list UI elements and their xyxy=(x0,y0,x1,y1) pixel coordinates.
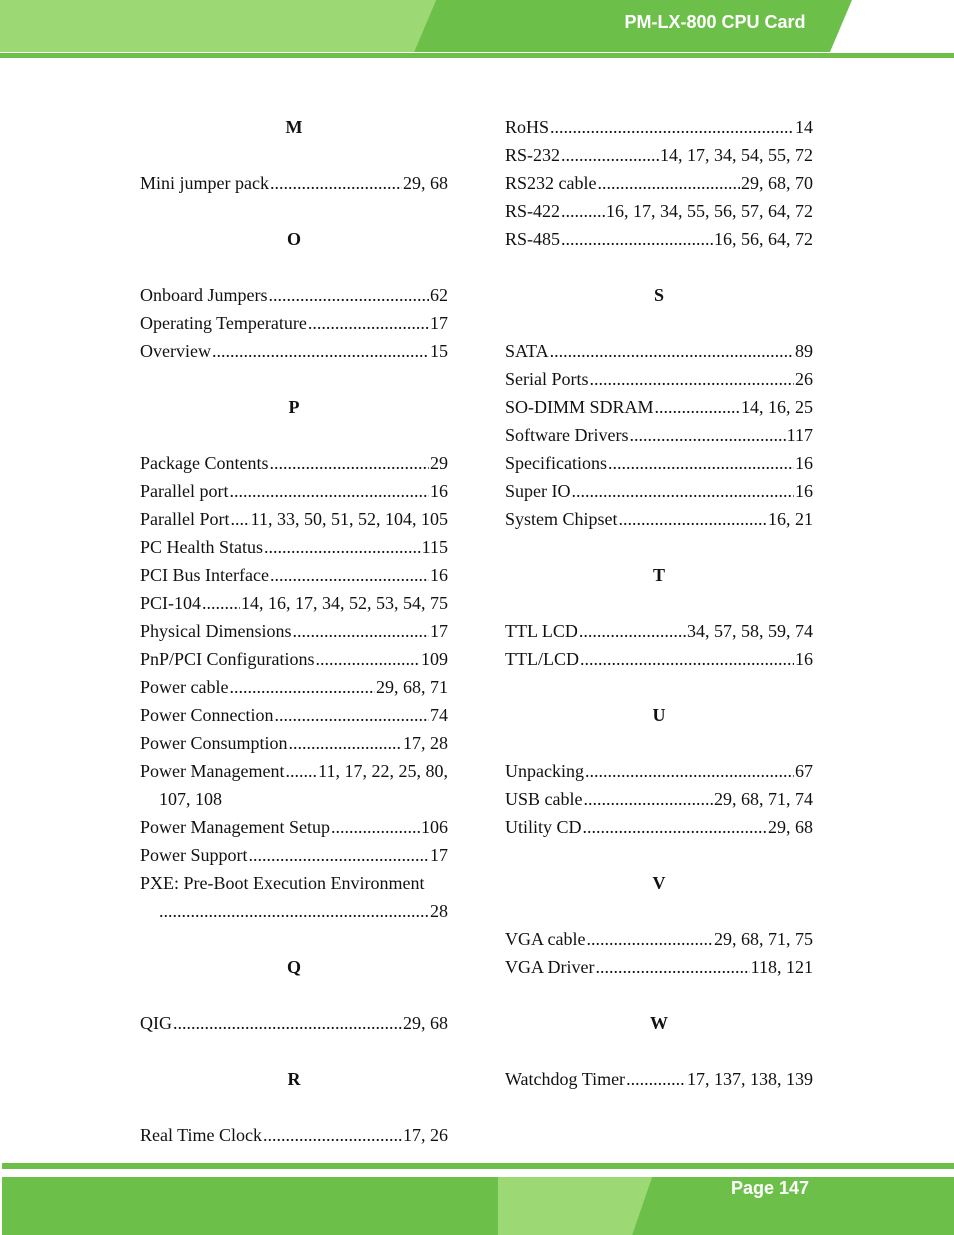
index-term: SATA xyxy=(505,341,549,361)
dot-leader xyxy=(159,897,430,925)
index-term: Overview xyxy=(140,341,211,361)
index-entry xyxy=(505,953,813,981)
index-term: Package Contents xyxy=(140,453,269,473)
index-term: Physical Dimensions xyxy=(140,621,292,641)
index-entry xyxy=(505,141,813,169)
index-term: Power Support xyxy=(140,845,248,865)
index-term: USB cable xyxy=(505,789,583,809)
dot-leader xyxy=(561,225,713,253)
index-term: VGA Driver xyxy=(505,957,595,977)
header-title: PM-LX-800 CPU Card xyxy=(624,12,806,32)
footer-dark-band-left xyxy=(2,1177,498,1235)
index-entry xyxy=(505,1065,813,1093)
dot-leader xyxy=(598,169,741,197)
index-pages: 16 xyxy=(795,453,813,473)
header-rule xyxy=(0,53,954,58)
index-pages: 11, 17, 22, 25, 80, xyxy=(318,761,448,781)
index-pages: 16 xyxy=(795,649,813,669)
index-entry xyxy=(140,841,448,869)
dot-leader xyxy=(550,337,794,365)
index-term: Power Consumption xyxy=(140,733,288,753)
index-term: Serial Ports xyxy=(505,369,589,389)
index-letter-heading: Q xyxy=(286,957,301,977)
index-term: TTL LCD xyxy=(505,621,578,641)
index-pages: 14 xyxy=(795,117,813,137)
index-pages: 118, 121 xyxy=(750,957,813,977)
index-term: TTL/LCD xyxy=(505,649,579,669)
index-pages: 17, 137, 138, 139 xyxy=(687,1069,813,1089)
index-pages: 28 xyxy=(430,901,448,921)
index-entry xyxy=(505,421,813,449)
dot-leader xyxy=(285,757,317,785)
dot-leader xyxy=(608,449,794,477)
index-pages: 117 xyxy=(786,425,813,445)
dot-leader xyxy=(270,169,402,197)
index-pages: 11, 33, 50, 51, 52, 104, 105 xyxy=(250,509,448,529)
index-entry xyxy=(140,309,448,337)
dot-leader xyxy=(229,673,375,701)
dot-leader xyxy=(264,533,421,561)
index-pages: 29, 68 xyxy=(403,1013,448,1033)
page-number: Page 147 xyxy=(730,1178,810,1198)
index-entry xyxy=(505,477,813,505)
index-pages: 74 xyxy=(430,705,448,725)
index-entry xyxy=(140,169,448,197)
index-pages: 16 xyxy=(795,481,813,501)
index-term: RS-232 xyxy=(505,145,561,165)
index-letter-heading: M xyxy=(285,117,303,137)
index-entry xyxy=(140,869,448,897)
index-entry xyxy=(505,449,813,477)
index-pages: 17, 28 xyxy=(403,733,448,753)
index-pages: 29, 68, 71 xyxy=(376,677,448,697)
index-entry xyxy=(140,813,448,841)
index-entry xyxy=(505,645,813,673)
dot-leader xyxy=(274,701,429,729)
index-pages: 16, 21 xyxy=(768,509,813,529)
dot-leader xyxy=(173,1009,402,1037)
index-term: VGA cable xyxy=(505,929,586,949)
index-pages: 29, 68 xyxy=(768,817,813,837)
dot-leader xyxy=(308,309,429,337)
dot-leader xyxy=(263,1121,402,1149)
dot-leader xyxy=(268,281,429,309)
dot-leader xyxy=(331,813,420,841)
index-entry xyxy=(140,561,448,589)
index-term: RS-422 xyxy=(505,201,561,221)
index-entry xyxy=(505,393,813,421)
dot-leader xyxy=(550,113,794,141)
index-pages: 89 xyxy=(795,341,813,361)
index-pages: 29, 68, 71, 74 xyxy=(714,789,813,809)
index-pages: 62 xyxy=(430,285,448,305)
index-term: Utility CD xyxy=(505,817,582,837)
index-term: PCI-104 xyxy=(140,593,202,613)
index-entry xyxy=(505,925,813,953)
index-term: QIG xyxy=(140,1013,172,1033)
index-term: Parallel port xyxy=(140,481,229,501)
index-pages: 17 xyxy=(430,313,448,333)
index-term: PXE: Pre-Boot Execution Environment xyxy=(140,873,425,893)
index-pages: 15 xyxy=(430,341,448,361)
index-term: SO-DIMM SDRAM xyxy=(505,397,654,417)
dot-leader xyxy=(586,925,713,953)
index-letter-heading: U xyxy=(652,705,666,725)
dot-leader xyxy=(579,617,686,645)
dot-leader xyxy=(585,757,794,785)
index-entry xyxy=(140,505,448,533)
dot-leader xyxy=(289,729,402,757)
index-entry xyxy=(140,449,448,477)
index-term: Unpacking xyxy=(505,761,584,781)
index-entry xyxy=(140,617,448,645)
dot-leader xyxy=(580,645,794,673)
index-term: Operating Temperature xyxy=(140,313,307,333)
index-letter-heading: S xyxy=(653,285,664,305)
index-term: System Chipset xyxy=(505,509,618,529)
index-entry-continuation: 107, 108 xyxy=(159,789,222,809)
index-pages: 109 xyxy=(421,649,448,669)
index-term: Parallel Port xyxy=(140,509,230,529)
dot-leader xyxy=(619,505,767,533)
index-pages: 26 xyxy=(795,369,813,389)
index-letter-heading: W xyxy=(650,1013,668,1033)
index-term: PnP/PCI Configurations xyxy=(140,649,315,669)
index-pages: 17 xyxy=(430,845,448,865)
dot-leader xyxy=(293,617,430,645)
index-entry xyxy=(140,1009,448,1037)
dot-leader xyxy=(249,841,430,869)
index-entry xyxy=(505,113,813,141)
dot-leader xyxy=(316,645,420,673)
index-entry xyxy=(505,169,813,197)
dot-leader xyxy=(629,421,785,449)
index-term: Specifications xyxy=(505,453,607,473)
dot-leader xyxy=(269,449,429,477)
index-entry xyxy=(140,337,448,365)
dot-leader xyxy=(202,589,240,617)
index-entry xyxy=(505,757,813,785)
dot-leader xyxy=(561,197,605,225)
index-entry xyxy=(140,281,448,309)
index-term: Power Management Setup xyxy=(140,817,330,837)
index-pages: 106 xyxy=(421,817,448,837)
index-pages: 29, 68, 71, 75 xyxy=(714,929,813,949)
dot-leader xyxy=(572,477,795,505)
index-pages: 16 xyxy=(430,481,448,501)
index-term: Software Drivers xyxy=(505,425,629,445)
dot-leader xyxy=(270,561,429,589)
index-entry xyxy=(140,477,448,505)
footer-rule xyxy=(2,1163,954,1169)
index-letter-heading: V xyxy=(652,873,666,893)
index-entry xyxy=(505,813,813,841)
index-entry xyxy=(140,1121,448,1149)
index-entry xyxy=(505,505,813,533)
index-pages: 17, 26 xyxy=(403,1125,448,1145)
index-term: Watchdog Timer xyxy=(505,1069,626,1089)
dot-leader xyxy=(590,365,795,393)
index-entry xyxy=(140,701,448,729)
index-entry xyxy=(140,757,448,785)
dot-leader xyxy=(655,393,740,421)
dot-leader xyxy=(212,337,429,365)
index-letter-heading: O xyxy=(286,229,301,249)
index-column-right xyxy=(505,113,813,1093)
index-pages: 29 xyxy=(430,453,448,473)
index-term: PC Health Status xyxy=(140,537,264,557)
index-term: Mini jumper pack xyxy=(140,173,269,193)
index-entry xyxy=(140,533,448,561)
index-entry xyxy=(140,645,448,673)
index-entry xyxy=(140,589,448,617)
index-pages: 16, 17, 34, 55, 56, 57, 64, 72 xyxy=(606,201,813,221)
index-pages: 14, 17, 34, 54, 55, 72 xyxy=(660,145,813,165)
index-entry-continuation xyxy=(140,897,448,925)
index-pages: 29, 68, 70 xyxy=(741,173,813,193)
index-term: Super IO xyxy=(505,481,571,501)
index-term: PCI Bus Interface xyxy=(140,565,269,585)
index-entry xyxy=(505,225,813,253)
dot-leader xyxy=(561,141,659,169)
index-term: Power cable xyxy=(140,677,229,697)
index-entry xyxy=(140,729,448,757)
footer-light-band xyxy=(498,1177,652,1235)
dot-leader xyxy=(595,953,749,981)
index-entry xyxy=(140,673,448,701)
index-entry xyxy=(505,785,813,813)
dot-leader xyxy=(229,477,429,505)
index-term: RS-485 xyxy=(505,229,561,249)
index-pages: 17 xyxy=(430,621,448,641)
index-entry xyxy=(505,365,813,393)
index-entry xyxy=(505,337,813,365)
index-term: Real Time Clock xyxy=(140,1125,263,1145)
dot-leader xyxy=(626,1065,686,1093)
index-pages: 67 xyxy=(795,761,813,781)
index-pages: 14, 16, 17, 34, 52, 53, 54, 75 xyxy=(241,593,448,613)
index-term: Power Connection xyxy=(140,705,274,725)
index-letter-heading: T xyxy=(652,565,665,585)
index-term: RS232 cable xyxy=(505,173,597,193)
index-pages: 115 xyxy=(421,537,448,557)
index-term: Onboard Jumpers xyxy=(140,285,268,305)
dot-leader xyxy=(583,785,713,813)
index-letter-heading: P xyxy=(288,397,300,417)
header-light-band xyxy=(0,0,436,52)
index-letter-heading: R xyxy=(287,1069,301,1089)
index-entry xyxy=(505,617,813,645)
index-column-left xyxy=(140,113,448,1149)
index-pages: 34, 57, 58, 59, 74 xyxy=(687,621,813,641)
index-entry xyxy=(505,197,813,225)
index-term: Power Management xyxy=(140,761,285,781)
index-pages: 16, 56, 64, 72 xyxy=(714,229,813,249)
dot-leader xyxy=(583,813,767,841)
index-term: RoHS xyxy=(505,117,550,137)
index-pages: 29, 68 xyxy=(403,173,448,193)
index-pages: 16 xyxy=(430,565,448,585)
index-pages: 14, 16, 25 xyxy=(741,397,813,417)
dot-leader xyxy=(230,505,249,533)
